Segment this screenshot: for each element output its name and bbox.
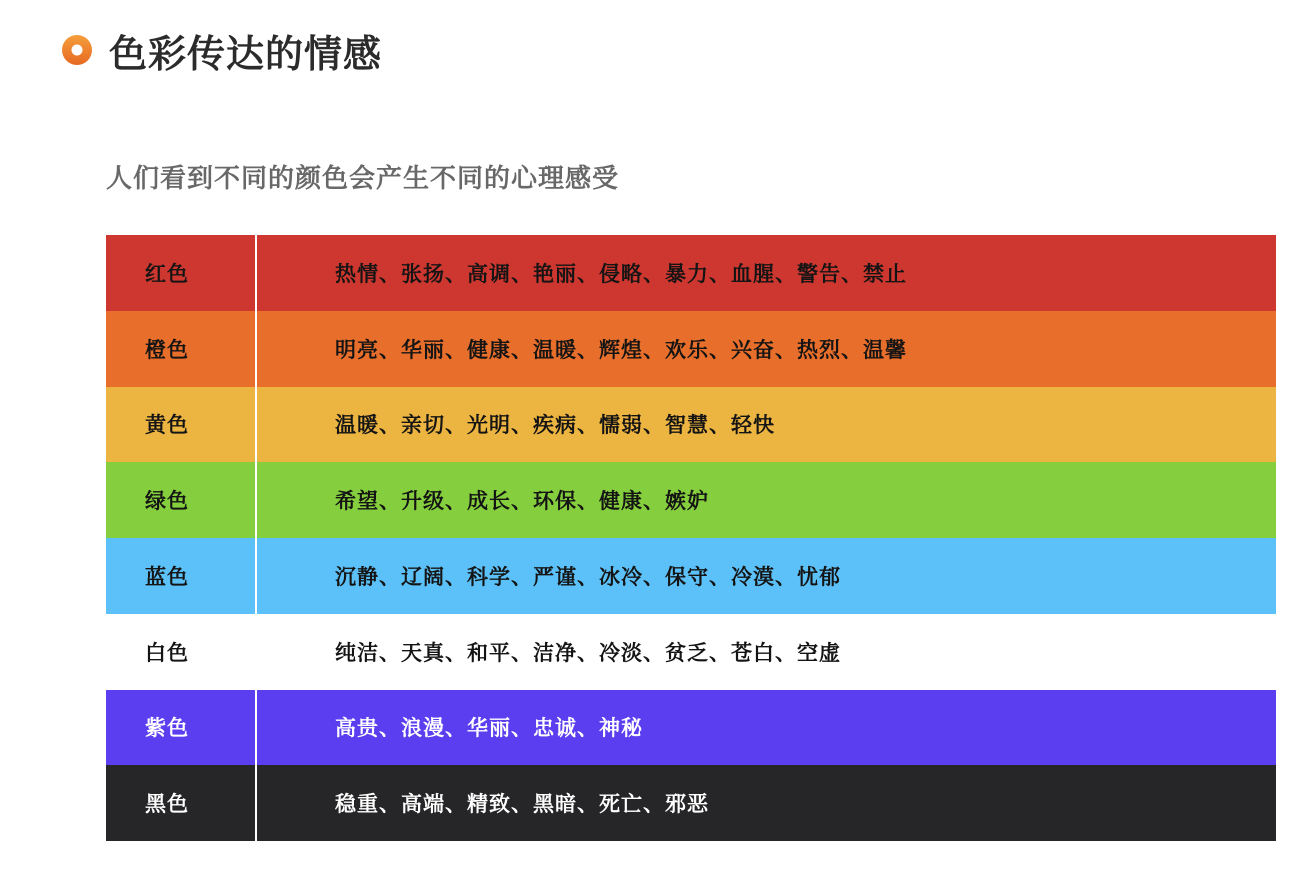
emotions-cell: 沉静、辽阔、科学、严谨、冰冷、保守、冷漠、忧郁 <box>335 565 841 589</box>
emotions-cell: 高贵、浪漫、华丽、忠诚、神秘 <box>335 717 643 741</box>
color-name-cell: 绿色 <box>145 490 189 514</box>
table-row <box>106 538 1276 614</box>
color-name-cell: 白色 <box>145 641 189 665</box>
table-row <box>106 690 1276 766</box>
emotions-cell: 热情、张扬、高调、艳丽、侵略、暴力、血腥、警告、禁止 <box>335 262 907 286</box>
subtitle: 人们看到不同的颜色会产生不同的心理感受 <box>106 163 620 193</box>
table-row <box>106 614 1276 690</box>
emotions-cell: 稳重、高端、精致、黑暗、死亡、邪恶 <box>335 793 709 817</box>
color-name-cell: 红色 <box>145 262 189 286</box>
color-emotion-table <box>106 235 1276 841</box>
page-title-row <box>62 26 382 74</box>
emotions-cell: 明亮、华丽、健康、温暖、辉煌、欢乐、兴奋、热烈、温馨 <box>335 338 907 362</box>
color-name-cell: 黄色 <box>145 414 189 438</box>
table-row <box>106 235 1276 311</box>
orange-ring-icon <box>62 35 92 65</box>
color-name-cell: 紫色 <box>145 717 189 741</box>
table-row <box>106 387 1276 463</box>
table-row <box>106 462 1276 538</box>
color-name-cell: 橙色 <box>145 338 189 362</box>
emotions-cell: 希望、升级、成长、环保、健康、嫉妒 <box>335 490 709 514</box>
page-title: 色彩传达的情感 <box>109 33 383 76</box>
table-row <box>106 311 1276 387</box>
color-name-cell: 蓝色 <box>145 565 189 589</box>
table-row <box>106 765 1276 841</box>
emotions-cell: 温暖、亲切、光明、疾病、懦弱、智慧、轻快 <box>335 414 775 438</box>
emotions-cell: 纯洁、天真、和平、洁净、冷淡、贫乏、苍白、空虚 <box>335 641 841 665</box>
color-name-cell: 黑色 <box>145 793 189 817</box>
